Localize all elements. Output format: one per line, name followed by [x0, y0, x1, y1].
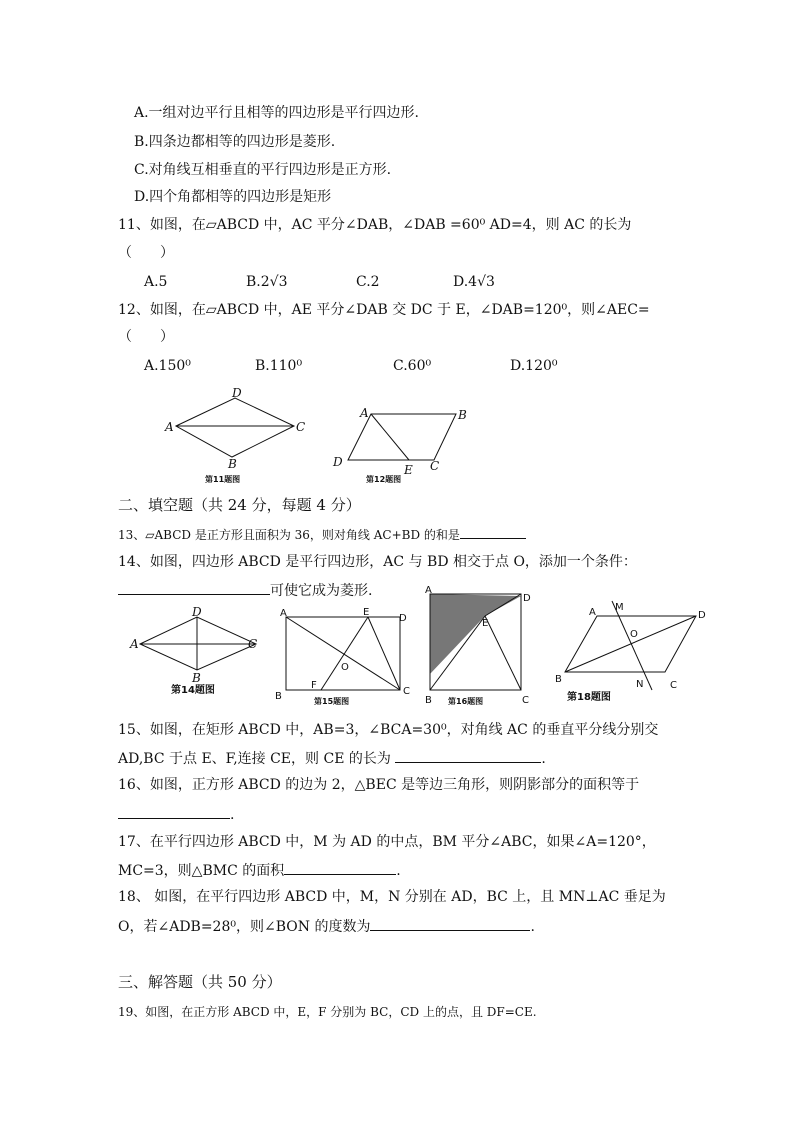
fig11-caption: 第11题图 [205, 475, 241, 484]
question-11: 11、如图，在▱ABCD 中，AC 平分∠DAB，∠DAB =60⁰ AD=4，则 AC 的长为 [118, 217, 632, 233]
option-11d: D.4√3 [453, 274, 495, 290]
question-18-line1: 18、 如图，在平行四边形 ABCD 中，M，N 分别在 AD，BC 上，且 MN⊥AC 垂足为 [118, 889, 666, 905]
answer-blank-15[interactable] [395, 748, 541, 763]
fig18-label-c: C [670, 680, 677, 691]
answer-blank-18[interactable] [370, 916, 530, 931]
figure-14 [128, 604, 263, 700]
question-18-line2: O，若∠ADB=28⁰，则∠BON 的度数为 . [118, 916, 535, 937]
section-3-heading: 三、解答题（共 50 分） [118, 973, 282, 991]
option-11c: C.2 [356, 274, 380, 290]
question-18-text: O，若∠ADB=28⁰，则∠BON 的度数为 [118, 919, 371, 935]
fig14-caption: 第14题图 [171, 685, 215, 696]
question-16-answer-line: . [118, 804, 234, 825]
fig18-label-b: B [555, 674, 562, 685]
option-12b: B.110⁰ [255, 358, 303, 374]
question-11-paren: （ ） [118, 245, 174, 261]
question-15-text: AD,BC 于点 E、F,连接 CE，则 CE 的长为 [118, 751, 391, 767]
section-2-heading: 二、填空题（共 24 分，每题 4 分） [118, 496, 361, 514]
option-11a: A.5 [144, 274, 168, 290]
fig18-label-a: A [589, 607, 596, 618]
fig15-label-f: F [311, 680, 317, 691]
fig11-label-b: B [228, 457, 237, 471]
question-12-paren: （ ） [118, 329, 174, 345]
option-10c: C.对角线互相垂直的平行四边形是正方形. [134, 162, 392, 178]
fig16-label-d: D [523, 593, 531, 604]
option-10a: A.一组对边平行且相等的四边形是平行四边形. [134, 105, 420, 121]
question-15-line2: AD,BC 于点 E、F,连接 CE，则 CE 的长为 . [118, 748, 546, 769]
fig11-label-d: D [232, 386, 242, 400]
fig12-label-c: C [430, 459, 440, 473]
option-10d: D.四个角都相等的四边形是矩形 [134, 189, 332, 205]
option-11b: B.2√3 [246, 274, 288, 290]
fig18-label-d: D [698, 610, 706, 621]
fig15-label-a: A [280, 608, 287, 619]
fig11-label-a: A [165, 420, 174, 434]
question-12: 12、如图，在▱ABCD 中，AE 平分∠DAB 交 DC 于 E，∠DAB=120⁰，则∠AEC= [118, 302, 650, 318]
option-12a: A.150⁰ [144, 358, 191, 374]
question-14-tail: 可使它成为菱形. [270, 583, 373, 599]
fig12-label-e: E [404, 463, 413, 477]
fig16-label-b: B [425, 695, 432, 706]
fig12-label-d: D [333, 455, 343, 469]
fig15-label-o: O [341, 662, 349, 673]
question-16: 16、如图，正方形 ABCD 的边为 2，△BEC 是等边三角形，则阴影部分的面积等于 [118, 777, 640, 793]
question-15-line1: 15、如图，在矩形 ABCD 中，AB=3，∠BCA=30⁰，对角线 AC 的垂直平分线分别交 [118, 722, 659, 738]
fig18-label-m: M [615, 602, 624, 613]
fig15-caption: 第15题图 [314, 697, 350, 706]
question-14-line1: 14、如图，四边形 ABCD 是平行四边形，AC 与 BD 相交于点 O，添加一个条件： [118, 554, 637, 570]
fig16-caption: 第16题图 [448, 697, 484, 706]
fig11-label-c: C [296, 420, 306, 434]
fig18-label-n: N [636, 679, 644, 690]
figure-12 [328, 404, 478, 488]
answer-blank-17[interactable] [284, 860, 396, 875]
fig15-label-d: D [399, 613, 407, 624]
question-19: 19、如图，在正方形 ABCD 中，E，F 分别为 BC，CD 上的点，且 DF=CE. [118, 1005, 537, 1019]
fig15-label-c: C [403, 686, 410, 697]
answer-blank-14[interactable] [118, 580, 270, 595]
question-17-line1: 17、在平行四边形 ABCD 中，M 为 AD 的中点，BM 平分∠ABC，如果∠A=120°， [118, 834, 656, 850]
answer-blank-13[interactable] [460, 524, 526, 539]
fig18-label-o: O [630, 629, 638, 640]
figure-16 [420, 584, 540, 708]
question-17-line2: MC=3，则△BMC 的面积 . [118, 860, 401, 881]
fig12-label-b: B [458, 408, 467, 422]
option-10b: B.四条边都相等的四边形是菱形. [134, 134, 336, 150]
figure-15 [270, 604, 420, 708]
fig15-label-b: B [275, 691, 282, 702]
answer-blank-16[interactable] [118, 804, 230, 819]
option-12d: D.120⁰ [510, 358, 558, 374]
question-17-text: MC=3，则△BMC 的面积 [118, 863, 285, 879]
figure-11 [160, 384, 320, 484]
fig14-label-b: B [192, 671, 201, 685]
fig14-label-a: A [130, 637, 139, 651]
fig12-label-a: A [360, 406, 369, 420]
fig16-label-c: C [522, 695, 529, 706]
question-13-text: 13、▱ABCD 是正方形且面积为 36，则对角线 AC+BD 的和是 [118, 528, 460, 542]
question-13 [118, 524, 526, 545]
question-14-line2 [118, 580, 372, 601]
fig18-caption: 第18题图 [567, 692, 611, 703]
fig14-label-c: C [248, 637, 258, 651]
fig12-caption: 第12题图 [366, 475, 402, 484]
fig15-label-e: E [363, 607, 370, 618]
figure-18 [552, 598, 712, 706]
fig16-label-a: A [425, 585, 432, 596]
option-12c: C.60⁰ [393, 358, 432, 374]
fig14-label-d: D [192, 605, 202, 619]
fig16-label-e: E [482, 618, 489, 629]
